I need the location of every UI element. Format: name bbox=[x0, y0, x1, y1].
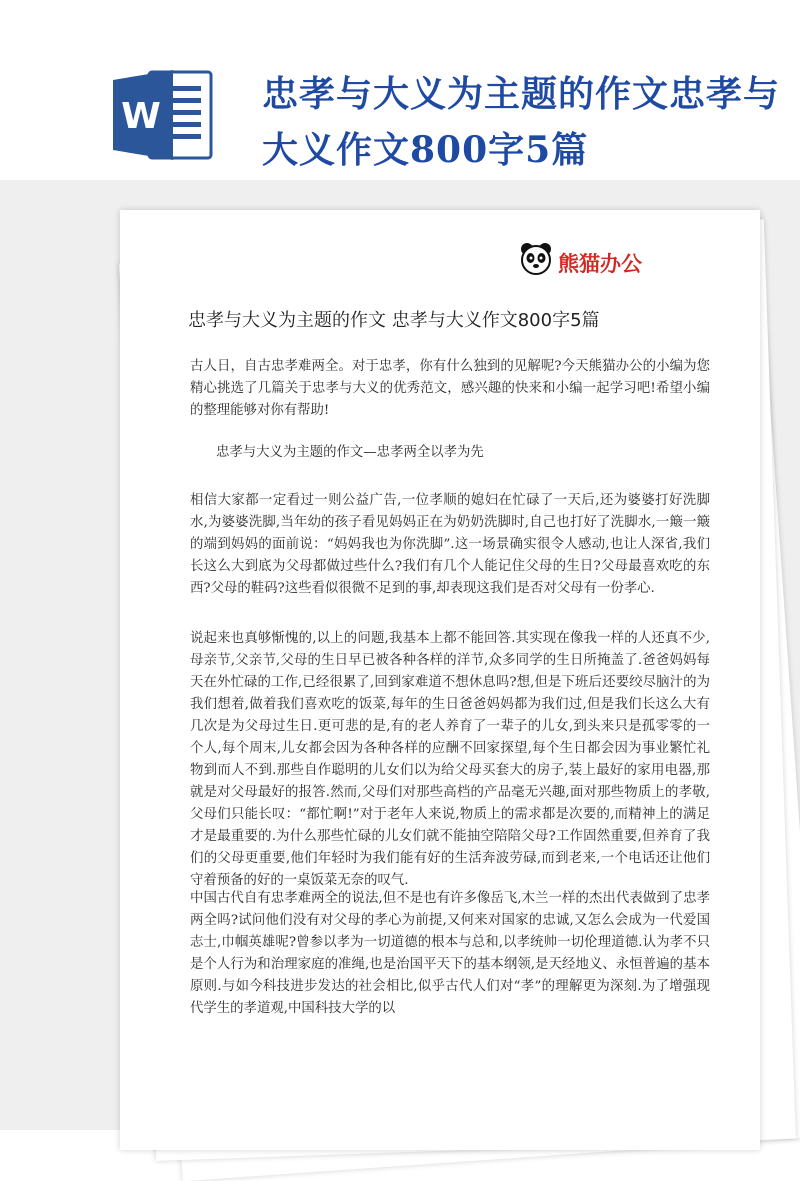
word-document-icon bbox=[113, 66, 215, 164]
document-preview bbox=[0, 180, 800, 1130]
document-page bbox=[120, 210, 760, 1150]
document-header bbox=[0, 0, 800, 200]
paragraph: 中国古代自有忠孝难两全的说法,但不是也有许多像岳飞,木兰一样的杰出代表做到了忠孝两全吗?试问他们没有对父母的孝心为前提,又何来对国家的忠诚,又怎么会成为一代爱国志士,巾帼英雄呢?曾参以孝为一切道德的根本与总和,以孝统帅一切伦理道德.认为孝不只是个人行为和治理家庭的准绳,也是治国平天下的基本纲领,是天经地义、永恒普遍的基本原则.与如今科技进步发达的社会相比,似乎古代人们对“孝”的理解更为深刻.为了增强现代学生的孝道观,中国科技大学的以 bbox=[190, 891, 710, 1016]
svg-text:W: W bbox=[121, 96, 161, 137]
paragraph: 古人日，自古忠孝难两全。对于忠孝，你有什么独到的见解呢?今天熊猫办公的小编为您精心挑选了几篇关于忠孝与大义的优秀范文，感兴趣的快来和小编一起学习吧!希望小编的整理能够对你有帮助! bbox=[190, 359, 710, 418]
page-heading: 忠孝与大义为主题的作文 忠孝与大义作文800字5篇 bbox=[188, 310, 600, 331]
logo-text: 熊猫办公 bbox=[558, 252, 642, 276]
document-title: 忠孝与大义为主题的作文忠孝与大义作文800字5篇 bbox=[262, 73, 781, 171]
section-subtitle: 忠孝与大义为主题的作文—忠孝两全以孝为先 bbox=[216, 445, 484, 460]
panda-icon bbox=[520, 242, 552, 276]
paragraph: 说起来也真够惭愧的,以上的问题,我基本上都不能回答.其实现在像我一样的人还真不少,母亲节,父亲节,父母的生日早已被各种各样的洋节,众多同学的生日所掩盖了.爸爸妈妈每天在外忙碌的工作,已经很累了,回到家难道不想休息吗?想,但是下班后还要绞尽脑汁的为我们想着,做着我们喜欢吃的饭菜,每年的生日爸爸妈妈都为我们过,但是我们长这么大有几次是为父母过生日.更可悲的是,有的老人养育了一辈子的儿女,到头来只是孤零零的一个人,每个周末,儿女都会因为各种各样的应酬不回家探望,每个生日都会因为事业繁忙礼物到而人不到.那些自作聪明的儿女们以为给父母买套大的房子,装上最好的家用电器,那就是对父母最好的报答.然而,父母们对那些高档的产品毫无兴趣,面对那些物质上的孝敬,父母们只能长叹：“都忙啊!”对于老年人来说,物质上的需求都是次要的,而精神上的满足才是最重要的.为什么那些忙碌的儿女们就不能抽空陪陪父母?工作固然重要,但养育了我们的父母更重要,他们年轻时为我们能有好的生活奔波劳碌,而到老来,一个电话还让他们守着预备的好的一桌饭菜无奈的叹气. bbox=[190, 631, 710, 888]
paragraph: 相信大家都一定看过一则公益广告,一位孝顺的媳妇在忙碌了一天后,还为婆婆打好洗脚水,为婆婆洗脚,当年幼的孩子看见妈妈正在为奶奶洗脚时,自己也打好了洗脚水,一簸一簸的端到妈妈的面前说：“妈妈我也为你洗脚”.这一场景确实很令人感动,也让人深省,我们长这么大到底为父母都做过些什么?我们有几个人能记住父母的生日?父母最喜欢吃的东西?父母的鞋码?这些看似很微不足到的事,却表现这我们是否对父母有一份孝心. bbox=[190, 493, 710, 596]
panda-logo bbox=[520, 242, 642, 282]
